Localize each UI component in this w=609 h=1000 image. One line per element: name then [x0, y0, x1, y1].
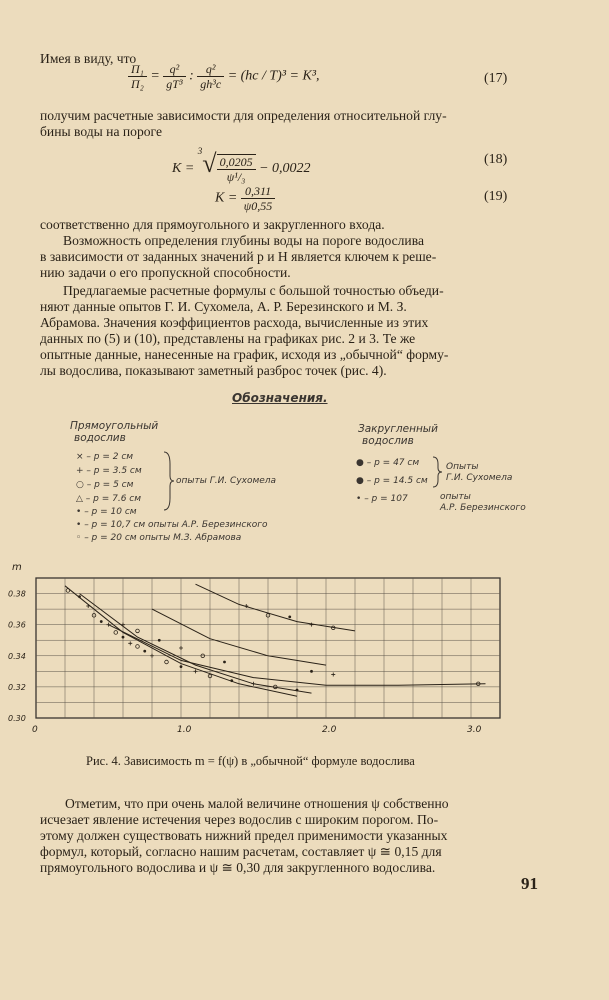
eq18-radicand-den: ψ¹/₃ — [226, 169, 246, 184]
legend-rect-row — [76, 480, 133, 491]
legend-label: – p = 107 — [364, 494, 408, 504]
para2-line-2: Возможность определения глубины воды на пороге водослива — [63, 233, 424, 248]
eq17-eq-sign: = — [150, 68, 160, 84]
para3-line-1: Предлагаемые расчетные формулы с большой точностью объеди- — [63, 283, 444, 298]
data-point — [107, 623, 111, 627]
data-point — [180, 665, 183, 668]
y-tick-label: 0.32 — [8, 682, 26, 692]
para2-line-3: в зависимости от заданных значений p и H является ключем к реше- — [40, 249, 437, 264]
legend-title: Обозначения. — [232, 391, 328, 405]
y-tick-label: 0.30 — [8, 714, 26, 723]
data-curve — [196, 584, 356, 631]
legend-label: – p = 20 cм опыты М.З. Абрамова — [84, 533, 242, 543]
para2-line-1: соответственно для прямоугольного и закругленного входа. — [40, 217, 385, 232]
eq19-number: (19) — [484, 189, 508, 204]
eq18-radical-index: 3 — [197, 146, 203, 156]
figure-caption: Рис. 4. Зависимость m = f(ψ) в „обычной“ формуле водослива — [86, 754, 415, 768]
data-point — [223, 661, 226, 664]
para2-line-4: нию задачи о его пропускной способности. — [40, 265, 291, 280]
eq17-colon: : — [189, 68, 194, 84]
legend-rect-title-2: водослив — [74, 432, 126, 444]
y-tick-label: 0.34 — [8, 651, 26, 661]
legend-round-row — [356, 458, 419, 469]
para3-line-6: лы водослива, показывают заметный разброс точек (рис. 4). — [40, 363, 387, 378]
eq17-t1-den: gT³ — [166, 77, 183, 91]
data-point — [230, 679, 233, 682]
data-point — [288, 615, 291, 618]
radical-sign-icon: √ — [202, 149, 217, 178]
data-point — [252, 682, 256, 686]
para1-line-1: получим расчетные зависимости для определения относительной глу- — [40, 108, 447, 123]
legend-symbol: ● — [356, 476, 364, 486]
data-point — [150, 654, 154, 658]
para3-line-5: опытные данные, нанесенные на график, исходя из „обычной“ форму- — [40, 347, 449, 362]
y-tick-label: 0.38 — [8, 589, 26, 599]
x-tick-label: 1.0 — [177, 725, 192, 735]
legend-label: – p = 3.5 cм — [86, 466, 142, 476]
para4-line-3: этому должен существовать нижний предел применимости указанных — [40, 828, 448, 843]
data-point — [86, 604, 90, 608]
para4-line-4: формул, который, согласно нашим расчетам, составляет ψ ≅ 0,15 для — [40, 844, 442, 859]
y-tick-label: 0.36 — [8, 620, 26, 630]
data-point — [100, 620, 103, 623]
data-point — [66, 589, 70, 593]
legend-label: – p = 14.5 cм — [366, 476, 428, 486]
data-curve — [80, 594, 312, 694]
eq18-minus: − 0,0022 — [259, 161, 311, 176]
data-point — [158, 639, 161, 642]
legend-label: – p = 10,7 cм опыты А.Р. Березинского — [84, 520, 268, 530]
eq18-radicand-num: 0,0205 — [217, 155, 256, 170]
legend-rect-title-1: Прямоугольный — [70, 420, 159, 432]
data-point — [296, 689, 299, 692]
para4-line-2: исчезает явление истечения через водослив с широким порогом. По- — [40, 812, 439, 827]
eq17-left-num: Π₁ — [128, 62, 147, 77]
page-number: 91 — [521, 874, 538, 893]
data-point — [122, 636, 125, 639]
eq17-t2-num: q² — [197, 62, 224, 77]
chart-grid — [36, 578, 500, 718]
x-tick-label: 0 — [32, 725, 38, 735]
eq17-number: (17) — [484, 71, 508, 86]
data-point — [128, 641, 132, 645]
x-tick-label: 3.0 — [467, 725, 482, 735]
legend-symbol: ○ — [76, 480, 84, 490]
legend-symbol: • — [76, 507, 82, 517]
data-point — [78, 595, 81, 598]
data-point — [136, 645, 140, 649]
eq18-number: (18) — [484, 152, 508, 167]
legend-round-last-note-1: опыты — [440, 492, 471, 502]
intro-line: Имея в виду, что — [40, 51, 137, 66]
eq17-rhs: = (hc / T)³ = K³, — [227, 68, 320, 84]
eq17-left-den: Π₂ — [131, 77, 144, 91]
equation-18 — [172, 146, 311, 184]
eq18-lhs: K = — [172, 161, 195, 176]
legend-label: – p = 10 cм — [84, 507, 137, 517]
equation-17 — [128, 62, 320, 91]
legend-rect-row — [76, 520, 268, 531]
legend-round-brace — [432, 456, 442, 488]
legend-label: – p = 7.6 cм — [85, 494, 142, 504]
eq17-t1-num: q² — [163, 62, 185, 77]
data-point — [136, 629, 140, 633]
legend-symbol: × — [76, 452, 84, 462]
data-point — [310, 670, 313, 673]
legend-round-row — [356, 476, 428, 487]
eq17-t2-den: gh³c — [200, 77, 222, 91]
legend-rect-row — [76, 452, 133, 463]
data-point — [179, 646, 183, 650]
legend-rect-group-note: опыты Г.И. Сухомела — [176, 476, 277, 486]
legend-round-title-2: водослив — [362, 435, 414, 447]
para1-line-2: бины воды на пороге — [40, 124, 162, 139]
legend-symbol: ● — [356, 458, 364, 468]
data-point — [165, 660, 169, 664]
legend-rect-brace — [162, 450, 174, 512]
legend-round-group-note-1: Опыты — [446, 462, 479, 472]
legend-label: – p = 47 cм — [366, 458, 420, 468]
y-axis-label: m — [12, 562, 22, 573]
para3-line-2: няют данные опытов Г. И. Сухомела, А. Р. Березинского и М. З. — [40, 299, 407, 314]
eq19-den: ψ0,55 — [243, 199, 273, 213]
chart-m-vs-psi — [0, 555, 609, 745]
legend-round-title-1: Закругленный — [358, 423, 438, 435]
legend-round-row — [356, 494, 408, 505]
x-tick-label: 2.0 — [322, 725, 337, 735]
data-point — [194, 669, 198, 673]
legend-symbol: • — [76, 520, 82, 530]
data-point — [114, 631, 118, 635]
legend-rect-row — [76, 507, 137, 518]
para3-line-4: данных по (5) и (10), представлены на графиках рис. 2 и 3. Те же — [40, 331, 416, 346]
eq19-num: 0,311 — [241, 184, 275, 199]
legend-symbol: + — [76, 466, 84, 476]
data-point — [121, 623, 125, 627]
legend-round-last-note-2: А.Р. Березинского — [440, 503, 526, 513]
eq19-lhs: K = — [215, 190, 238, 206]
legend-label: – p = 5 cм — [86, 480, 134, 490]
para4-line-5: прямоугольного водослива и ψ ≅ 0,30 для закругленного водослива. — [40, 860, 436, 875]
equation-19 — [215, 184, 275, 213]
legend-round-group-note-2: Г.И. Сухомела — [446, 473, 513, 483]
legend-rect-row — [76, 494, 141, 505]
legend-rect-row — [76, 466, 142, 477]
legend-symbol: • — [356, 494, 362, 504]
para3-line-3: Абрамова. Значения коэффициентов расхода, вычисленные из этих — [40, 315, 429, 330]
data-point — [331, 672, 335, 676]
legend-rect-row — [76, 533, 241, 544]
data-point — [143, 650, 146, 653]
legend-symbol: △ — [76, 494, 83, 504]
para4-line-1: Отметим, что при очень малой величине отношения ψ собственно — [65, 796, 449, 811]
legend-label: – p = 2 cм — [86, 452, 134, 462]
legend-symbol: ◦ — [76, 533, 82, 543]
